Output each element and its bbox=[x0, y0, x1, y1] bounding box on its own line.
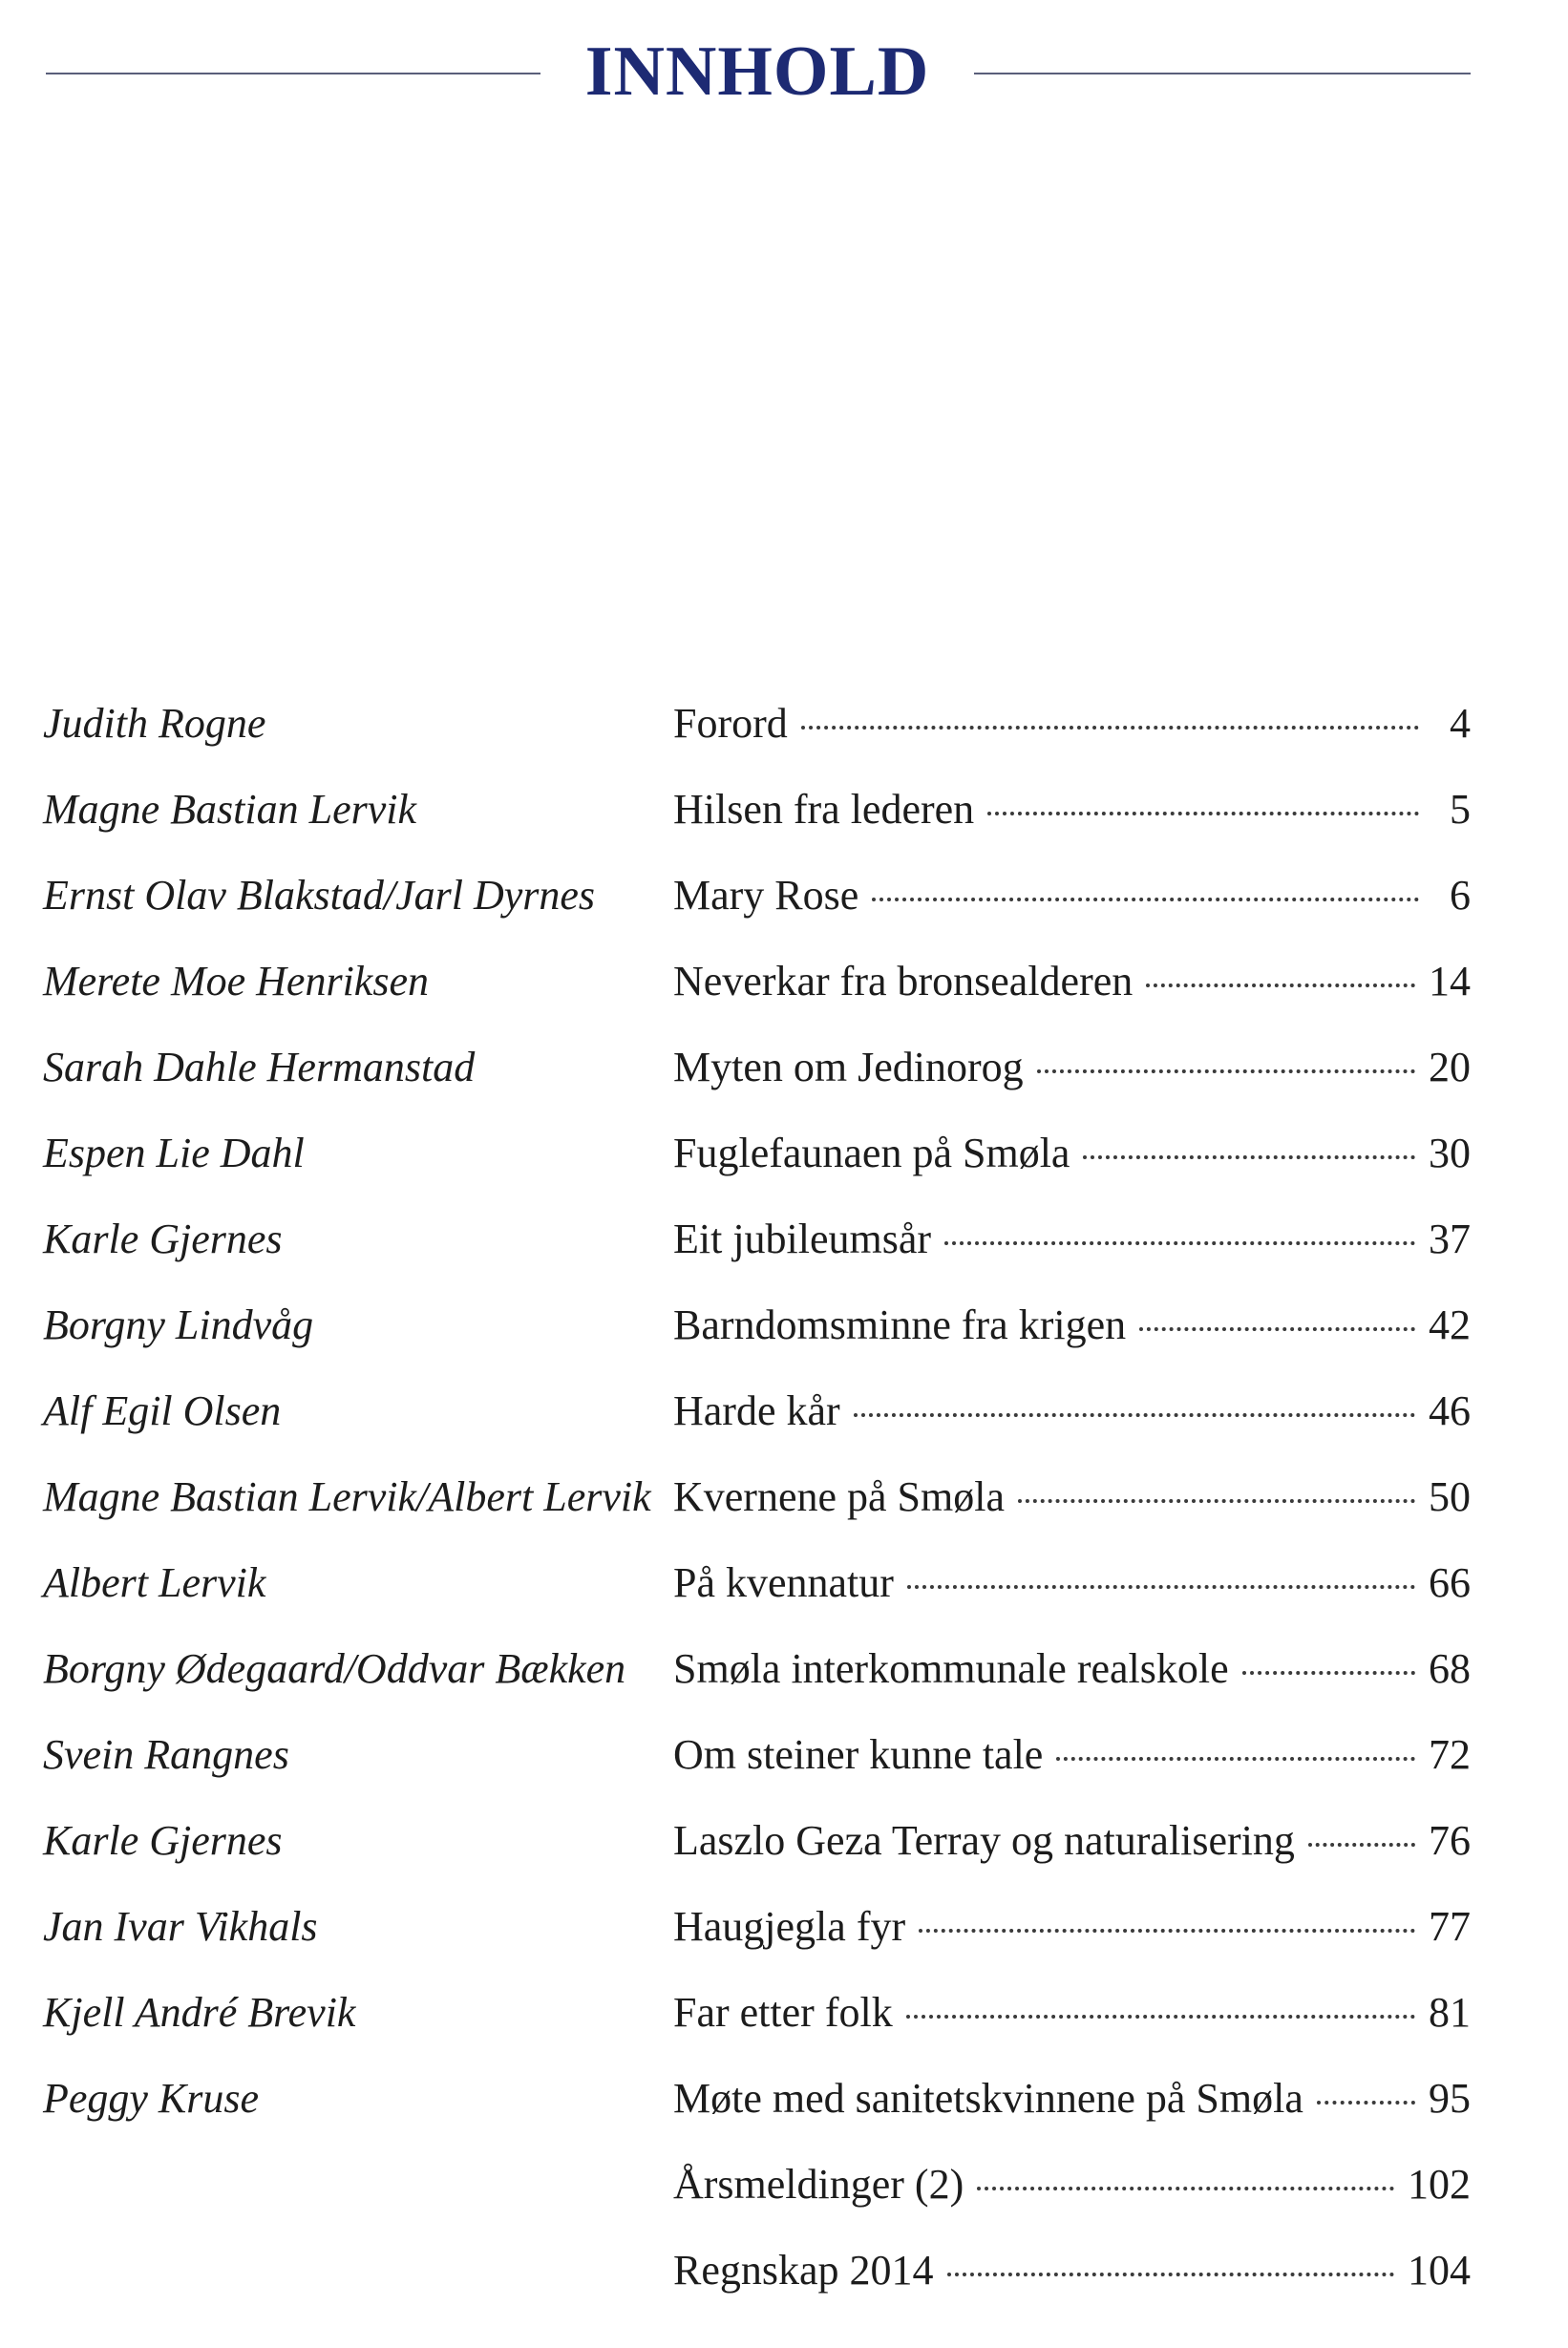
table-of-contents bbox=[0, 687, 1568, 2320]
toc-row bbox=[0, 773, 1568, 859]
toc-entry bbox=[673, 1986, 1471, 2040]
dot-leader bbox=[872, 898, 1419, 901]
toc-page-number: 81 bbox=[1429, 1989, 1471, 2036]
dot-leader bbox=[944, 1241, 1415, 1245]
toc-title: Forord bbox=[673, 700, 788, 747]
dot-leader bbox=[987, 812, 1419, 815]
toc-entry bbox=[673, 1041, 1471, 1094]
toc-author: Peggy Kruse bbox=[43, 2075, 260, 2122]
toc-row bbox=[0, 1203, 1568, 1289]
dot-leader bbox=[1037, 1069, 1415, 1073]
toc-row bbox=[0, 1805, 1568, 1891]
toc-row bbox=[0, 1633, 1568, 1719]
dot-leader bbox=[1317, 2101, 1415, 2105]
page-header bbox=[0, 0, 1568, 153]
toc-page-number: 68 bbox=[1429, 1645, 1471, 1692]
toc-row bbox=[0, 2062, 1568, 2148]
toc-entry bbox=[673, 1470, 1471, 1524]
dot-leader bbox=[906, 2015, 1415, 2019]
toc-title: Fuglefaunaen på Smøla bbox=[673, 1130, 1070, 1176]
dot-leader bbox=[907, 1585, 1415, 1589]
page-title: INNHOLD bbox=[584, 32, 930, 111]
toc-row bbox=[0, 1461, 1568, 1547]
toc-title: Eit jubileumsår bbox=[673, 1216, 932, 1262]
toc-title: Laszlo Geza Terray og naturalisering bbox=[673, 1817, 1295, 1864]
dot-leader bbox=[947, 2273, 1394, 2276]
toc-author: Borgny Lindvåg bbox=[43, 1301, 314, 1348]
toc-entry bbox=[673, 869, 1471, 922]
toc-entry bbox=[673, 2072, 1471, 2126]
toc-author: Karle Gjernes bbox=[43, 1216, 283, 1262]
toc-author: Albert Lervik bbox=[43, 1559, 266, 1606]
toc-author: Ernst Olav Blakstad/Jarl Dyrnes bbox=[43, 872, 596, 919]
toc-author: Judith Rogne bbox=[43, 700, 266, 747]
toc-entry bbox=[673, 1213, 1471, 1266]
header-rule-left bbox=[46, 73, 540, 74]
toc-entry bbox=[673, 1642, 1471, 1696]
header-rule-right bbox=[974, 73, 1471, 74]
dot-leader bbox=[1146, 984, 1415, 987]
dot-leader bbox=[1056, 1757, 1415, 1761]
toc-row bbox=[0, 859, 1568, 945]
toc-row bbox=[0, 2234, 1568, 2320]
toc-title: Om steiner kunne tale bbox=[673, 1731, 1044, 1778]
toc-title: Kvernene på Smøla bbox=[673, 1473, 1005, 1520]
toc-entry bbox=[673, 1728, 1471, 1782]
dot-leader bbox=[977, 2187, 1394, 2190]
toc-author: Espen Lie Dahl bbox=[43, 1130, 305, 1176]
toc-title: Mary Rose bbox=[673, 872, 859, 919]
toc-page-number: 14 bbox=[1429, 958, 1471, 1005]
toc-entry bbox=[673, 783, 1471, 836]
toc-author: Jan Ivar Vikhals bbox=[43, 1903, 318, 1950]
toc-title: Harde kår bbox=[673, 1387, 840, 1434]
dot-leader bbox=[1242, 1671, 1415, 1675]
toc-author: Magne Bastian Lervik/Albert Lervik bbox=[43, 1473, 651, 1520]
toc-row bbox=[0, 1375, 1568, 1461]
dot-leader bbox=[854, 1413, 1415, 1417]
toc-page-number: 50 bbox=[1429, 1473, 1471, 1520]
toc-page-number: 46 bbox=[1429, 1387, 1471, 1434]
toc-row bbox=[0, 2148, 1568, 2234]
toc-entry bbox=[673, 955, 1471, 1008]
toc-title: Myten om Jedinorog bbox=[673, 1044, 1024, 1090]
toc-title: Haugjegla fyr bbox=[673, 1903, 906, 1950]
toc-entry bbox=[673, 697, 1471, 751]
toc-author: Svein Rangnes bbox=[43, 1731, 289, 1778]
dot-leader bbox=[1139, 1327, 1415, 1331]
toc-row bbox=[0, 1977, 1568, 2062]
toc-title: Smøla interkommunale realskole bbox=[673, 1645, 1229, 1692]
toc-author: Kjell André Brevik bbox=[43, 1989, 356, 2036]
toc-title: Far etter folk bbox=[673, 1989, 893, 2036]
toc-author: Borgny Ødegaard/Oddvar Bækken bbox=[43, 1645, 626, 1692]
toc-page-number: 37 bbox=[1429, 1216, 1471, 1262]
toc-row bbox=[0, 687, 1568, 773]
toc-page-number: 66 bbox=[1429, 1559, 1471, 1606]
toc-title: Årsmeldinger (2) bbox=[673, 2161, 964, 2208]
toc-row bbox=[0, 1289, 1568, 1375]
toc-row bbox=[0, 1547, 1568, 1633]
toc-entry bbox=[673, 1814, 1471, 1868]
dot-leader bbox=[1018, 1499, 1415, 1503]
toc-title: På kvennatur bbox=[673, 1559, 894, 1606]
toc-author: Merete Moe Henriksen bbox=[43, 958, 429, 1005]
toc-entry bbox=[673, 1299, 1471, 1352]
toc-row bbox=[0, 1891, 1568, 1977]
toc-entry bbox=[673, 1900, 1471, 1954]
toc-row bbox=[0, 1031, 1568, 1117]
toc-author: Karle Gjernes bbox=[43, 1817, 283, 1864]
toc-entry bbox=[673, 2244, 1471, 2297]
toc-row bbox=[0, 1117, 1568, 1203]
toc-page-number: 76 bbox=[1429, 1817, 1471, 1864]
toc-page-number: 20 bbox=[1429, 1044, 1471, 1090]
toc-title: Neverkar fra bronsealderen bbox=[673, 958, 1134, 1005]
toc-page-number: 95 bbox=[1429, 2075, 1471, 2122]
toc-title: Barndomsminne fra krigen bbox=[673, 1301, 1127, 1348]
toc-page-number: 6 bbox=[1450, 872, 1471, 919]
dot-leader bbox=[919, 1929, 1415, 1933]
toc-title: Regnskap 2014 bbox=[673, 2247, 934, 2294]
toc-page-number: 104 bbox=[1408, 2247, 1471, 2294]
toc-page-number: 4 bbox=[1450, 700, 1471, 747]
toc-entry bbox=[673, 2158, 1471, 2211]
toc-row bbox=[0, 945, 1568, 1031]
toc-author: Sarah Dahle Hermanstad bbox=[43, 1044, 476, 1090]
toc-title: Hilsen fra lederen bbox=[673, 786, 975, 833]
dot-leader bbox=[1083, 1155, 1415, 1159]
toc-author: Alf Egil Olsen bbox=[43, 1387, 282, 1434]
toc-page-number: 5 bbox=[1450, 786, 1471, 833]
toc-page-number: 72 bbox=[1429, 1731, 1471, 1778]
toc-entry bbox=[673, 1385, 1471, 1438]
toc-page-number: 42 bbox=[1429, 1301, 1471, 1348]
toc-page-number: 77 bbox=[1429, 1903, 1471, 1950]
toc-entry bbox=[673, 1556, 1471, 1610]
toc-entry bbox=[673, 1127, 1471, 1180]
toc-row bbox=[0, 1719, 1568, 1805]
dot-leader bbox=[1308, 1843, 1415, 1847]
toc-page-number: 30 bbox=[1429, 1130, 1471, 1176]
dot-leader bbox=[801, 726, 1419, 730]
toc-title: Møte med sanitetskvinnene på Smøla bbox=[673, 2075, 1303, 2122]
toc-author: Magne Bastian Lervik bbox=[43, 786, 417, 833]
toc-page-number: 102 bbox=[1408, 2161, 1471, 2208]
